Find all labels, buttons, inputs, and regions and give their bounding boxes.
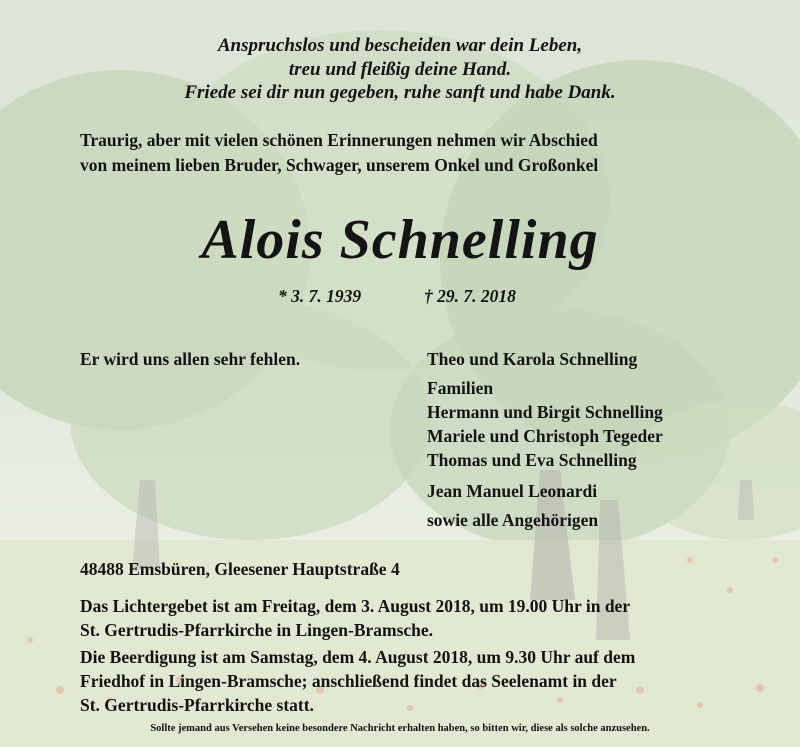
service-notice-line: St. Gertrudis-Pfarrkirche statt.	[80, 695, 314, 715]
motto-line-3: Friede sei dir nun gegeben, ruhe sanft und habe Dank.	[184, 82, 616, 103]
family-address: 48488 Emsbüren, Gleesener Hauptstraße 4	[80, 559, 400, 579]
birth-date: * 3. 7. 1939	[278, 286, 362, 306]
motto-line-1: Anspruchslos und bescheiden war dein Leben,	[217, 35, 583, 56]
intro-line-1: Traurig, aber mit vielen schönen Erinnerungen nehmen wir Abschied	[80, 130, 598, 150]
mourner-line: Familien	[427, 378, 494, 398]
mourner-line: Mariele und Christoph Tegeder	[427, 426, 663, 446]
mourner-line: Thomas und Eva Schnelling	[427, 450, 637, 470]
footnote: Sollte jemand aus Versehen keine besondere Nachricht erhalten haben, so bitten wir, diese als solche anzusehen.	[150, 723, 650, 734]
death-date: † 29. 7. 2018	[424, 286, 516, 306]
intro-line-2: von meinem lieben Bruder, Schwager, unserem Onkel und Großonkel	[80, 155, 599, 175]
service-notice-line: Friedhof in Lingen-Bramsche; anschließend findet das Seelenamt in der	[80, 671, 617, 691]
service-notice-line: Das Lichtergebet ist am Freitag, dem 3. August 2018, um 19.00 Uhr in der	[80, 596, 631, 616]
deceased-name: Alois Schnelling	[201, 209, 599, 271]
motto-line-2: treu und fleißig deine Hand.	[288, 59, 512, 80]
service-notice-line: Die Beerdigung ist am Samstag, dem 4. August 2018, um 9.30 Uhr auf dem	[80, 647, 636, 667]
mourner-line: Theo und Karola Schnelling	[427, 349, 638, 369]
farewell-message: Er wird uns allen sehr fehlen.	[80, 349, 301, 369]
mourner-line: Jean Manuel Leonardi	[427, 481, 598, 501]
mourner-line: Hermann und Birgit Schnelling	[427, 402, 663, 422]
mourner-line: sowie alle Angehörigen	[427, 510, 599, 530]
service-notice-line: St. Gertrudis-Pfarrkirche in Lingen-Bramsche.	[80, 620, 434, 640]
